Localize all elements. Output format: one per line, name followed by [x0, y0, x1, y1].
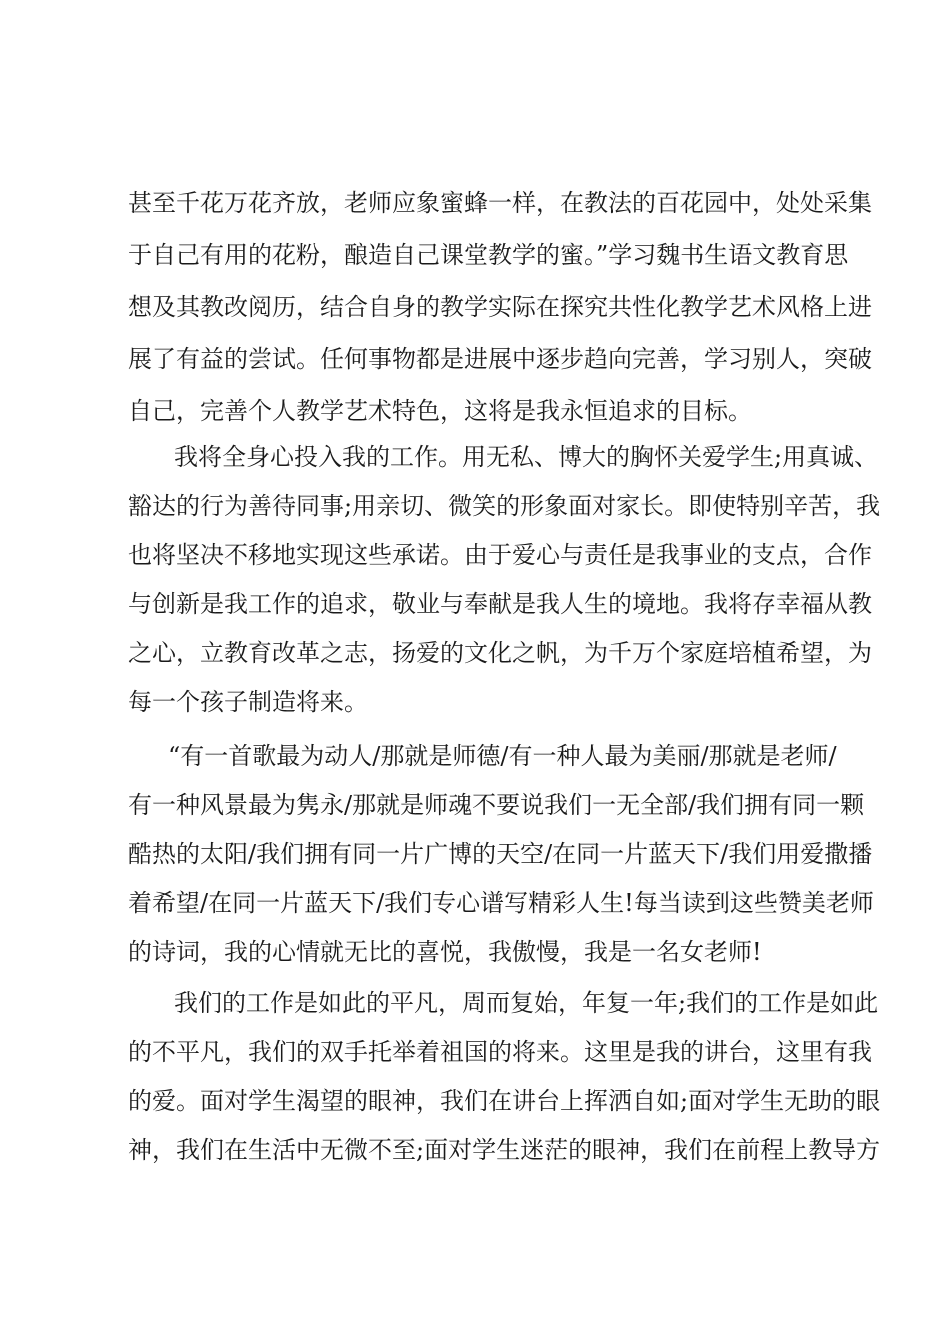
- paragraph-3-line-1: “有一首歌最为动人/那就是师德/有一种人最为美丽/那就是老师/: [168, 742, 837, 770]
- paragraph-1-line-2: 于自己有用的花粉，酿造自己课堂教学的蜜。”学习魏书生语文教育思: [128, 241, 849, 269]
- paragraph-3-line-4: 着希望/在同一片蓝天下/我们专心谱写精彩人生!每当读到这些赞美老师: [128, 889, 874, 917]
- paragraph-4-line-4: 神，我们在生活中无微不至;面对学生迷茫的眼神，我们在前程上教导方: [128, 1136, 881, 1164]
- paragraph-4-line-2: 的不平凡，我们的双手托举着祖国的将来。这里是我的讲台，这里有我: [128, 1038, 872, 1066]
- paragraph-2-line-2: 豁达的行为善待同事;用亲切、微笑的形象面对家长。即使特别辛苦，我: [128, 492, 881, 520]
- paragraph-1-line-5: 自己，完善个人教学艺术特色，这将是我永恒追求的目标。: [128, 397, 752, 425]
- paragraph-2-line-5: 之心，立教育改革之志，扬爱的文化之帆，为千万个家庭培植希望，为: [128, 639, 872, 667]
- paragraph-2-line-6: 每一个孩子制造将来。: [128, 688, 368, 716]
- paragraph-3-line-3: 酷热的太阳/我们拥有同一片广博的天空/在同一片蓝天下/我们用爱撒播: [128, 840, 873, 868]
- paragraph-2-line-3: 也将坚决不移地实现这些承诺。由于爱心与责任是我事业的支点，合作: [128, 541, 872, 569]
- paragraph-3-line-2: 有一种风景最为隽永/那就是师魂不要说我们一无全部/我们拥有同一颗: [128, 791, 865, 819]
- paragraph-2-line-1: 我将全身心投入我的工作。用无私、博大的胸怀关爱学生;用真诚、: [174, 443, 879, 471]
- paragraph-4-line-1: 我们的工作是如此的平凡，周而复始，年复一年;我们的工作是如此: [174, 989, 879, 1017]
- paragraph-3-line-5: 的诗词，我的心情就无比的喜悦，我傲慢，我是一名女老师!: [128, 938, 762, 966]
- paragraph-4-line-3: 的爱。面对学生渴望的眼神，我们在讲台上挥洒自如;面对学生无助的眼: [128, 1087, 881, 1115]
- paragraph-2-line-4: 与创新是我工作的追求，敬业与奉献是我人生的境地。我将存幸福从教: [128, 590, 872, 618]
- paragraph-1-line-3: 想及其教改阅历，结合自身的教学实际在探究共性化教学艺术风格上进: [128, 293, 872, 321]
- paragraph-1-line-4: 展了有益的尝试。任何事物都是进展中逐步趋向完善，学习别人，突破: [128, 345, 872, 373]
- paragraph-1-line-1: 甚至千花万花齐放，老师应象蜜蜂一样，在教法的百花园中，处处采集: [128, 189, 872, 217]
